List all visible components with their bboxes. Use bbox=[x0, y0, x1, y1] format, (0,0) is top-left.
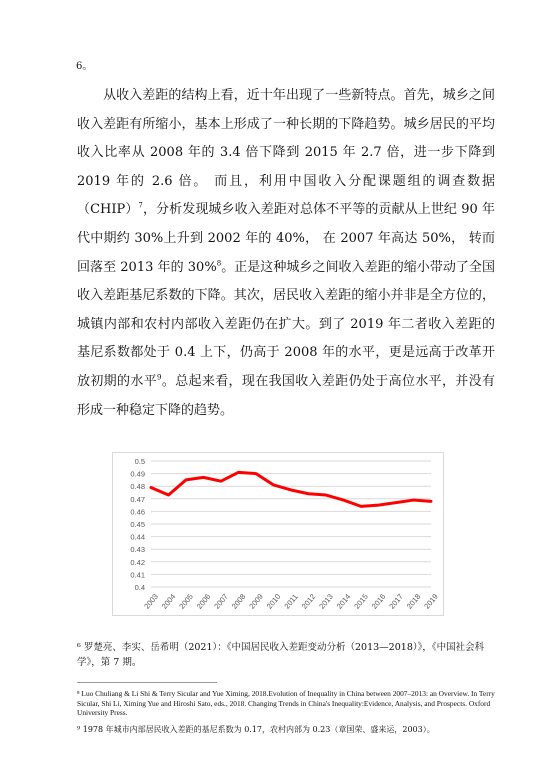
x-tick-label: 2007 bbox=[212, 592, 230, 611]
y-tick-label: 0.43 bbox=[130, 545, 145, 555]
chart-svg bbox=[113, 453, 443, 615]
x-tick-label: 2006 bbox=[194, 592, 213, 611]
y-tick-label: 0.48 bbox=[130, 482, 145, 492]
gini-line-chart bbox=[112, 452, 444, 616]
y-tick-label: 0.41 bbox=[130, 570, 145, 580]
y-tick-label: 0.45 bbox=[130, 520, 145, 529]
footnote-6: ⁶ 罗楚亮、李实、岳希明（2021）：《中国居民收入差距变动分析（2013—2018）》，《中国社会科学》，第 7 期。 bbox=[77, 642, 485, 668]
x-tick-label: 2014 bbox=[334, 592, 353, 611]
footnote-ref-line: 6。 bbox=[76, 61, 93, 72]
paragraph-part-3: 。正是这种城乡之间收入差距的缩小带动了全国收入差距基尼系数的下降。其次，居民收入差距的缩小并非是全方位的，城镇内部和农村内部收入差距仍在扩大。到了 2019 年二者收入差距的基尼系数都处于 0.4 上下，仍高于 2008 年的水平，更是远高于改革开放初期的水平 bbox=[77, 259, 495, 389]
x-tick-label: 2019 bbox=[422, 592, 440, 611]
y-tick-label: 0.5 bbox=[134, 457, 145, 466]
x-tick-label: 2004 bbox=[159, 592, 178, 611]
footnote-8: ⁸ Luo Chuliang & Li Shi & Terry Sicular and Yue Ximing, 2018.Evolution of Inequality in China between 2007–2013: an Overview. In Terry Sicular, Shi Li, Ximing Yue and Hiroshi Sato, eds., 2018. Changing Trends in China's Inequality:Evidence, Analysis, and Prospects. Oxford University Press. bbox=[77, 689, 495, 718]
y-tick-label: 0.47 bbox=[130, 494, 145, 504]
x-tick-label: 2012 bbox=[299, 592, 318, 611]
paragraph-part-1: 从收入差距的结构上看，近十年出现了一些新特点。首先，城乡之间收入差距有所缩小，基本上形成了一种长期的下降趋势。城乡居民的平均收入比率从 2008 年的 3.4 倍下降到 2015 年 2.7 倍，进一步下降到 2019 年的 2.6 倍。 而且，利用中国收入分配课题组的调查数据（CHIP） bbox=[77, 88, 495, 218]
y-tick-label: 0.42 bbox=[130, 557, 145, 567]
y-tick-label: 0.4 bbox=[134, 583, 145, 592]
x-tick-label: 2003 bbox=[142, 592, 160, 611]
x-tick-label: 2011 bbox=[282, 592, 300, 611]
series-line bbox=[151, 472, 431, 506]
x-tick-label: 2013 bbox=[317, 592, 335, 611]
y-tick-label: 0.49 bbox=[130, 469, 145, 479]
footnote-ref-8[interactable]: 8 bbox=[216, 259, 222, 268]
x-tick-label: 2016 bbox=[369, 592, 388, 611]
footnote-ref-9[interactable]: 9 bbox=[157, 373, 162, 382]
x-tick-label: 2015 bbox=[352, 592, 370, 611]
footnote-divider bbox=[77, 682, 217, 683]
x-tick-label: 2008 bbox=[229, 592, 248, 611]
body-paragraph bbox=[77, 82, 495, 425]
y-tick-label: 0.46 bbox=[130, 507, 145, 517]
x-tick-label: 2018 bbox=[404, 592, 423, 611]
paragraph-part-2: ，分析发现城乡收入差距对总体不平等的贡献从上世纪 90 年代中期约 30%上升到 2002 年的 40%， 在 2007 年高达 50%， 转而回落至 2013 年的 30% bbox=[77, 202, 495, 275]
x-tick-label: 2017 bbox=[387, 592, 405, 611]
x-tick-label: 2009 bbox=[247, 592, 265, 611]
x-tick-label: 2010 bbox=[264, 592, 283, 611]
x-tick-label: 2005 bbox=[177, 592, 195, 611]
footnote-ref-7[interactable]: 7 bbox=[138, 202, 143, 211]
y-tick-label: 0.44 bbox=[130, 532, 145, 542]
footnote-9: ⁹ 1978 年城市内部居民收入差距的基尼系数为 0.17，农村内部为 0.23（章国荣、盛来运，2003）。 bbox=[77, 725, 435, 734]
paragraph-part-4: 。总起来看，现在我国收入差距仍处于高位水平，并没有形成一种稳定下降的趋势。 bbox=[77, 373, 495, 418]
